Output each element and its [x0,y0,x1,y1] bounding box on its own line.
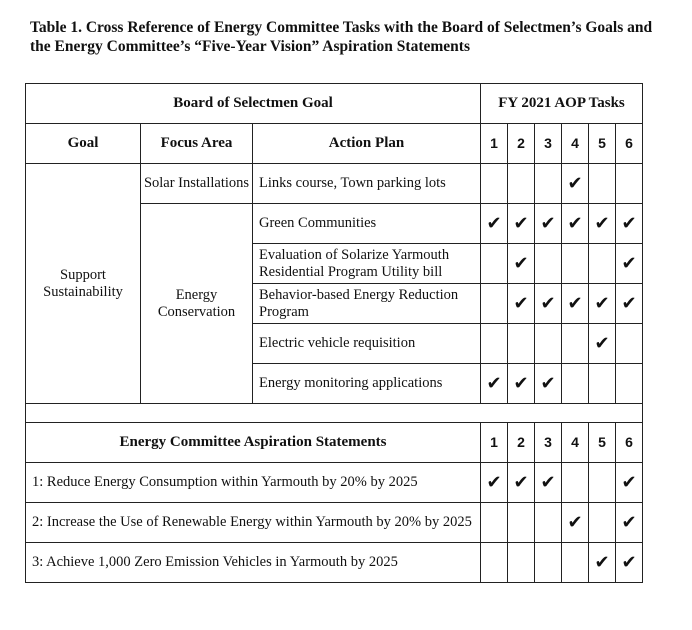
check-cell [535,164,562,204]
action-row [26,164,643,204]
check-cell [589,164,616,204]
check-cell [481,284,508,324]
action-plan-cell: Green Communities [253,204,481,244]
table-caption: Table 1. Cross Reference of Energy Committee Tasks with the Board of Selectmen’s Goals and the Energy Committee’s “Five-Year Vision” Aspiration Statements [30,19,653,55]
task-number-header: 5 [589,124,616,164]
check-icon: ✔ [508,244,535,284]
task-number-header: 3 [535,423,562,463]
check-icon: ✔ [589,204,616,244]
task-number-header: 2 [508,124,535,164]
check-icon: ✔ [481,204,508,244]
task-number-header: 4 [562,124,589,164]
aop-tasks-header: FY 2021 AOP Tasks [481,84,643,124]
goal-column-header: Goal [26,124,141,164]
check-icon: ✔ [508,463,535,503]
board-goal-header: Board of Selectmen Goal [26,84,481,124]
check-cell [535,324,562,364]
check-cell [481,324,508,364]
check-cell [535,543,562,583]
check-cell [562,463,589,503]
check-icon: ✔ [562,204,589,244]
aspiration-statement: 3: Achieve 1,000 Zero Emission Vehicles in Yarmouth by 2025 [26,543,481,583]
check-cell [535,503,562,543]
check-cell [589,364,616,404]
check-cell [616,364,643,404]
check-icon: ✔ [562,164,589,204]
focus-area-energy: Energy Conservation [141,204,253,404]
check-icon: ✔ [508,284,535,324]
aspiration-row [26,463,643,503]
goal-cell: Support Sustainability [26,164,141,404]
check-cell [508,164,535,204]
check-icon: ✔ [535,204,562,244]
check-icon: ✔ [616,284,643,324]
spacer-row [26,404,643,423]
aspiration-row [26,503,643,543]
check-cell [589,463,616,503]
check-icon: ✔ [616,204,643,244]
check-cell [562,364,589,404]
check-icon: ✔ [616,244,643,284]
check-icon: ✔ [562,284,589,324]
focus-area-solar: Solar Installations [141,164,253,204]
check-icon: ✔ [535,284,562,324]
task-number-header: 3 [535,124,562,164]
aspiration-statement: 1: Reduce Energy Consumption within Yarmouth by 20% by 2025 [26,463,481,503]
check-icon: ✔ [589,284,616,324]
check-icon: ✔ [481,364,508,404]
check-icon: ✔ [481,463,508,503]
check-cell [589,244,616,284]
check-icon: ✔ [589,543,616,583]
task-number-header: 1 [481,423,508,463]
check-cell [481,164,508,204]
check-cell [481,543,508,583]
task-number-header: 4 [562,423,589,463]
task-number-header: 6 [616,124,643,164]
check-icon: ✔ [508,364,535,404]
check-icon: ✔ [616,463,643,503]
check-icon: ✔ [589,324,616,364]
check-icon: ✔ [562,503,589,543]
check-cell [535,244,562,284]
action-plan-cell: Electric vehicle requisition [253,324,481,364]
cross-reference-table [25,83,643,583]
spacer-cell [26,404,643,423]
aspiration-statement: 2: Increase the Use of Renewable Energy within Yarmouth by 20% by 2025 [26,503,481,543]
action-plan-cell: Links course, Town parking lots [253,164,481,204]
check-cell [562,244,589,284]
check-cell [508,503,535,543]
check-icon: ✔ [616,543,643,583]
task-number-header: 5 [589,423,616,463]
check-cell [562,324,589,364]
action-plan-cell: Evaluation of Solarize Yarmouth Residential Program Utility bill [253,244,481,284]
task-number-header: 2 [508,423,535,463]
focus-area-column-header: Focus Area [141,124,253,164]
check-cell [481,503,508,543]
check-cell [508,543,535,583]
action-plan-column-header: Action Plan [253,124,481,164]
task-number-header: 6 [616,423,643,463]
check-icon: ✔ [535,364,562,404]
check-icon: ✔ [535,463,562,503]
check-cell [616,324,643,364]
check-cell [616,164,643,204]
task-number-header: 1 [481,124,508,164]
action-plan-cell: Behavior-based Energy Reduction Program [253,284,481,324]
check-cell [508,324,535,364]
aspiration-header: Energy Committee Aspiration Statements [26,423,481,463]
check-icon: ✔ [616,503,643,543]
action-plan-cell: Energy monitoring applications [253,364,481,404]
check-cell [481,244,508,284]
check-icon: ✔ [508,204,535,244]
check-cell [562,543,589,583]
check-cell [589,503,616,543]
aspiration-row [26,543,643,583]
